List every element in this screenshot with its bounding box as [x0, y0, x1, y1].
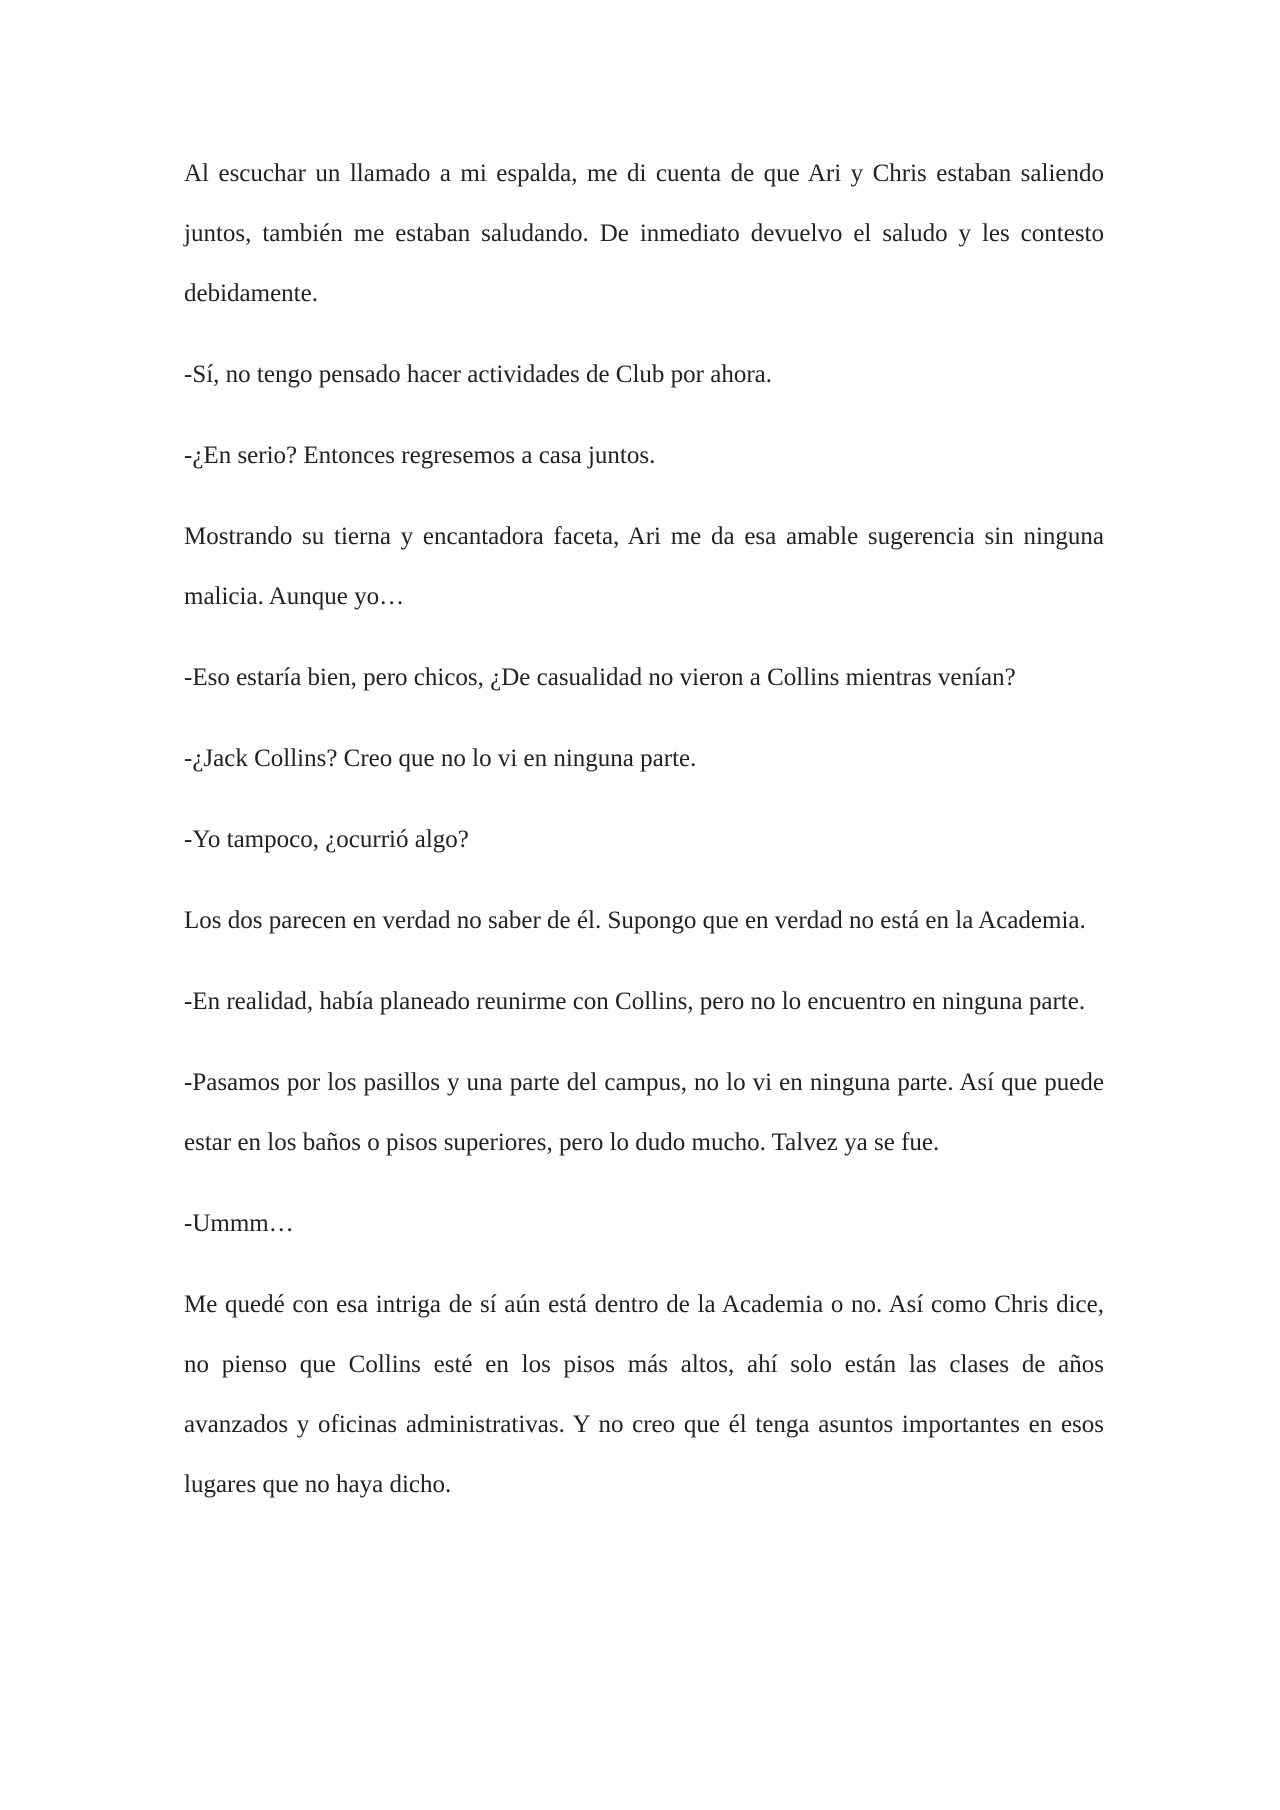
paragraph: -¿Jack Collins? Creo que no lo vi en ninguna parte. [184, 745, 697, 772]
paragraph: Me quedé con esa intriga de sí aún está dentro de la Academia o no. Así como Chris dice, no pienso que Collins esté en los pisos más altos, ahí solo están las clases de años avanzados y oficinas administrativas. Y no creo que él tenga asuntos importantes en esos lugares que no haya dicho. [184, 1291, 1104, 1498]
paragraph: -Yo tampoco, ¿ocurrió algo? [184, 826, 469, 853]
paragraph: Mostrando su tierna y encantadora faceta, Ari me da esa amable sugerencia sin ninguna malicia. Aunque yo… [184, 523, 1104, 610]
document-body [184, 144, 1104, 1536]
paragraph: -Sí, no tengo pensado hacer actividades de Club por ahora. [184, 361, 773, 388]
paragraph: -Ummm… [184, 1210, 294, 1237]
paragraph: -¿En serio? Entonces regresemos a casa juntos. [184, 442, 656, 469]
paragraph: Los dos parecen en verdad no saber de él. Supongo que en verdad no está en la Academia. [184, 907, 1086, 934]
paragraph: -Pasamos por los pasillos y una parte del campus, no lo vi en ninguna parte. Así que puede estar en los baños o pisos superiores, pero lo dudo mucho. Talvez ya se fue. [184, 1069, 1104, 1156]
paragraph: -En realidad, había planeado reunirme con Collins, pero no lo encuentro en ninguna parte. [184, 988, 1086, 1015]
paragraph: -Eso estaría bien, pero chicos, ¿De casualidad no vieron a Collins mientras venían? [184, 664, 1016, 691]
paragraph: Al escuchar un llamado a mi espalda, me di cuenta de que Ari y Chris estaban saliendo juntos, también me estaban saludando. De inmediato devuelvo el saludo y les contesto debidamente. [184, 160, 1104, 307]
